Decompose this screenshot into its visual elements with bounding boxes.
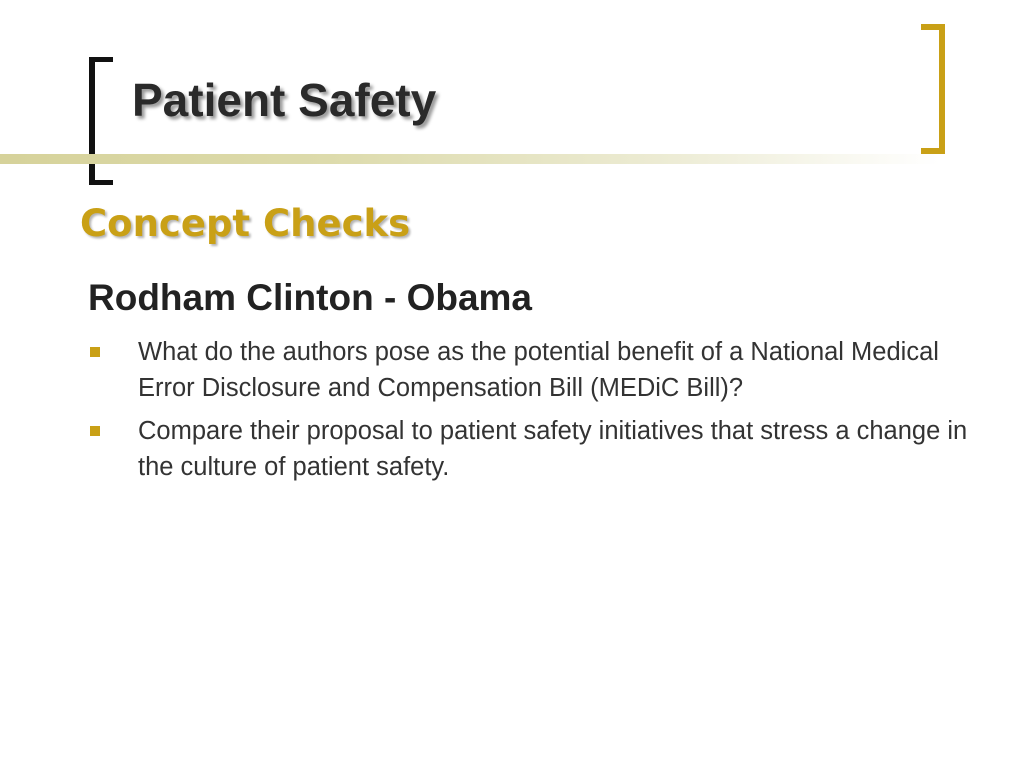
bullet-list [88, 334, 988, 492]
bullet-item [88, 334, 988, 406]
square-bullet-icon [90, 347, 100, 357]
bullet-item [88, 413, 988, 485]
section-heading: Rodham Clinton - Obama [88, 277, 532, 318]
bullet-text: What do the authors pose as the potential benefit of a National Medical Error Disclosure and Compensation Bill (MEDiC Bill)? [138, 338, 939, 402]
square-bullet-icon [90, 426, 100, 436]
right-bracket-decoration [920, 24, 946, 154]
left-bracket-decoration [88, 57, 114, 185]
slide-subtitle: Concept Checks [80, 202, 411, 245]
title-underline-rule [0, 154, 940, 164]
bullet-text: Compare their proposal to patient safety initiatives that stress a change in the culture of patient safety. [138, 417, 968, 481]
slide-title: Patient Safety [132, 74, 437, 126]
